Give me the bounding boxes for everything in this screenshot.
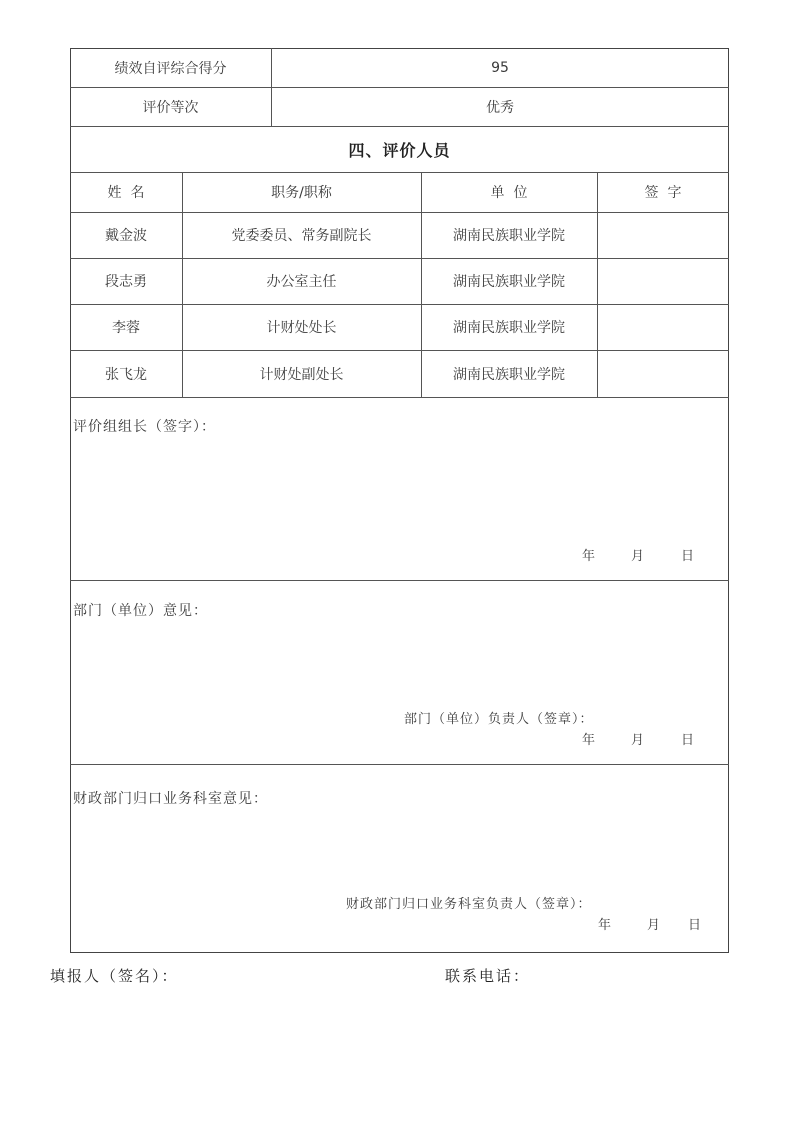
date-day: 日: [681, 733, 695, 748]
date-year: 年: [582, 733, 596, 748]
section-title: 四、评价人员: [348, 140, 451, 160]
leader-date: [582, 545, 694, 564]
finance-signer: 财政部门归口业务科室负责人（签章）：: [346, 897, 592, 912]
reviewer-unit: 湖南民族职业学院: [453, 274, 565, 290]
date-year: 年: [582, 549, 596, 564]
reviewer-signature[interactable]: [597, 212, 729, 258]
reviewer-signature[interactable]: [597, 304, 729, 350]
reviewer-title: 办公室主任: [266, 274, 337, 290]
reviewer-signature[interactable]: [597, 350, 729, 397]
reviewer-name: 李蓉: [112, 320, 140, 336]
date-year: 年: [598, 918, 612, 933]
reviewer-title: 党委委员、常务副院长: [231, 228, 372, 244]
finance-label: 财政部门归口业务科室意见：: [73, 791, 268, 807]
reviewer-title: 计财处副处长: [259, 366, 344, 383]
row-divider: [70, 580, 729, 581]
reviewer-unit: 湖南民族职业学院: [453, 366, 565, 383]
date-month: 月: [631, 549, 645, 564]
department-label: 部门（单位）意见：: [73, 603, 208, 619]
score-label: 绩效自评综合得分: [114, 60, 227, 77]
department-signer: 部门（单位）负责人（签章）：: [404, 712, 594, 727]
grade-label: 评价等次: [142, 99, 199, 116]
header-name: 姓 名: [107, 185, 145, 201]
reviewer-name: 张飞龙: [105, 366, 147, 383]
date-day: 日: [681, 549, 695, 564]
header-unit: 单 位: [490, 185, 528, 201]
reviewer-unit: 湖南民族职业学院: [453, 228, 565, 244]
date-month: 月: [631, 733, 645, 748]
leader-label: 评价组组长（签字）：: [73, 419, 216, 435]
grade-value: 优秀: [486, 99, 514, 116]
reviewer-name: 段志勇: [105, 274, 147, 290]
header-title: 职务/职称: [271, 185, 332, 201]
date-day: 日: [688, 918, 702, 933]
filler-signature-label: 填报人（签名）：: [50, 967, 179, 985]
reviewer-title: 计财处处长: [266, 320, 337, 336]
department-date: [582, 729, 694, 748]
score-value: 95: [491, 59, 509, 76]
contact-phone-label: 联系电话：: [445, 967, 531, 985]
date-month: 月: [647, 918, 661, 933]
reviewer-unit: 湖南民族职业学院: [453, 320, 565, 336]
reviewer-name: 戴金波: [105, 228, 147, 244]
header-signature: 签 字: [644, 185, 682, 201]
reviewer-signature[interactable]: [597, 258, 729, 304]
finance-date: [598, 914, 701, 933]
row-divider: [70, 397, 729, 398]
row-divider: [70, 764, 729, 765]
